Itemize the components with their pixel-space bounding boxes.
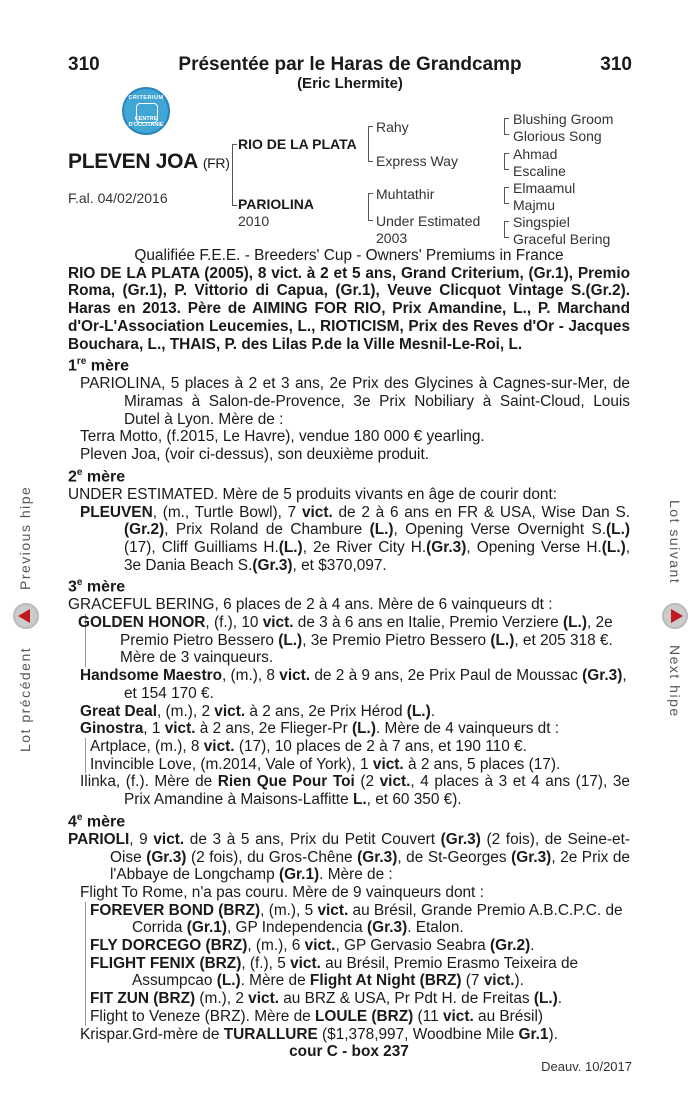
second-dam-paragraph: UNDER ESTIMATED. Mère de 5 produits vivants en âge de courir dont: [68,485,557,503]
produce-entry: PLEUVEN, (m., Turtle Bowl), 7 vict. de 2 à 6 ans en FR & USA, Wise Dan S.(Gr.2), Prix Roland de Chambure (L.), Opening Verse Overnight S.(L.) (17), Cliff Guilliams H.(L.), 2e River City H.(Gr.3), Opening Verse H.(L.), 3e Dania Beach S.(Gr.3), et $370,097. [80,503,631,574]
pedigree-dd: Under Estimated [376,213,481,229]
produce-entry: Ilinka, (f.). Mère de Rien Que Pour Toi (2 vict., 4 places à 3 et 4 ans (17), 3e Prix Amandine à Maisons-Laffitte L., et 60 350 €). [80,773,630,809]
logo-top-text: CRITERIUM [128,95,164,101]
pedigree-dam: PARIOLINA [238,196,314,212]
footer-date: Deauv. 10/2017 [541,1059,632,1074]
heading-fourth-dam: 4e mère [68,811,126,831]
produce-entry: Ginostra, 1 vict. à 2 ans, 2e Flieger-Pr (L.). Mère de 4 vainqueurs dt : [80,720,560,738]
produce-line: Pleven Joa, (voir ci-dessus), son deuxième produit. [80,446,430,464]
third-dam-paragraph: GRACEFUL BERING, 6 places de 2 à 4 ans. Mère de 6 vainqueurs dt : [68,596,553,614]
heading-third-dam: 3e mère [68,577,126,596]
pedigree-dss: Elmaamul [513,180,576,196]
pedigree-dd-year: 2003 [376,230,408,246]
produce-entry: Handsome Maestro, (m.), 8 vict. de 2 à 9 ans, 2e Prix Paul de Moussac (Gr.3), et 154 170 €. [80,667,627,702]
pedigree-ddd: Graceful Bering [513,231,611,247]
logo-bottom-text: CENTRE D'OCCITANIE [128,116,164,128]
produce-entry: GOLDEN HONOR, (f.), 10 vict. de 3 à 6 ans en Italie, Premio Verziere (L.), 2e Premio Pietro Bessero (L.), 3e Premio Pietro Bessero (L.), et 205 318 €. Mère de 3 vainqueurs. [78,614,613,667]
pedigree-dam-year: 2010 [238,213,270,229]
first-dam-paragraph: PARIOLINA, 5 places à 2 et 3 ans, 2e Prix des Glycines à Cagnes-sur-Mer, de Miramas à Salon-de-Provence, 3e Prix Nobiliary à Saint-Cloud, Louis Dutel à Lyon. Mère de : [80,375,630,428]
produce-entry: Flight to Veneze (BRZ). Mère de LOULE (BRZ) (11 vict. au Brésil) [90,1007,544,1025]
pedigree-sd: Express Way [376,153,458,169]
sire-paragraph: RIO DE LA PLATA (2005), 8 vict. à 2 et 5 ans, Grand Criterium, (Gr.1), Premio Roma, (Gr.1), P. Vittorio di Capua, (Gr.1), Veuve Clicquot Vintage S.(Gr.2). Haras en 2013. Père de AIMING FOR RIO, Prix Amandine, L., P. Marchand d'Or-L'Association Leucemies, L., RIOTICISM, Prix des Reves d'Or - Jacques Bouchara, L., THAIS, P. des Lilas P.de la Ville Mesnil-Le-Roi, L. [68,264,630,353]
pedigree-sire: RIO DE LA PLATA [238,136,357,152]
produce-block [85,738,630,773]
fourth-dam-paragraph: PARIOLI, 9 vict. de 3 à 5 ans, Prix du Petit Couvert (Gr.3) (2 fois), de Seine-et-Oise (Gr.3) (2 fois), du Gros-Chêne (Gr.3), de St-Georges (Gr.3), 2e Prix de l'Abbaye de Longchamp (Gr.1). Mère de : [68,830,630,884]
pedigree-dsd: Majmu [513,197,556,213]
pedigree-ds: Muhtathir [376,186,435,202]
criterium-logo [122,87,170,135]
produce-entry: Invincible Love, (m.2014, Vale of York), 1 vict. à 2 ans, 5 places (17). [90,755,561,773]
lot-number-left: 310 [68,54,100,75]
next-lot-button[interactable] [662,603,688,629]
produce-entry: FLIGHT FENIX (BRZ), (f.), 5 vict. au Brésil, Premio Erasmo Teixeira de Assumpcao (L.). Mère de Flight At Night (BRZ) (7 vict.). [90,954,579,990]
produce-block [78,614,630,667]
produce-entry: Flight To Rome, n'a pas couru. Mère de 9 vainqueurs dont : [80,883,484,901]
horse-name: PLEVEN JOA (FR) [68,150,230,173]
horse-dob: F.al. 04/02/2016 [68,190,168,206]
produce-entry: Artplace, (m.), 8 vict. (17), 10 places de 2 à 7 ans, et 190 110 €. [90,737,527,755]
produce-entry: FOREVER BOND (BRZ), (m.), 5 vict. au Brésil, Grande Premio A.B.C.P.C. de Corrida (Gr.1), GP Independencia (Gr.3). Etalon. [90,901,623,937]
previous-lot-button[interactable] [13,603,39,629]
page-subtitle: (Eric Lhermite) [297,75,403,92]
prev-hipe-label: Previous hipe [17,485,33,590]
pedigree-sds: Ahmad [513,146,558,162]
produce-line: Terra Motto, (f.2015, Le Havre), vendue 180 000 € yearling. [80,428,485,446]
pedigree-sss: Blushing Groom [513,111,614,127]
pedigree-ss: Rahy [376,119,409,135]
produce-entry: FIT ZUN (BRZ) (m.), 2 vict. au BRZ & USA, Pr Pdt H. de Freitas (L.). [90,990,563,1008]
catalogue-text [68,247,630,1061]
produce-entry: FLY DORCEGO (BRZ), (m.), 6 vict., GP Gervasio Seabra (Gr.2). [90,937,535,955]
chevron-left-icon [18,609,30,623]
next-hipe-label: Next hipe [667,645,683,718]
produce-entry: Great Deal, (m.), 2 vict. à 2 ans, 2e Prix Hérod (L.). [80,702,435,720]
page-title: Présentée par le Haras de Grandcamp [178,54,522,75]
heading-second-dam: 2e mère [68,466,126,486]
produce-entry: Krispar.Grd-mère de TURALLURE ($1,378,997, Woodbine Mile Gr.1). [80,1025,558,1043]
pedigree-sdd: Escaline [513,163,566,179]
pedigree-dds: Singspiel [513,214,570,230]
prev-lot-label: Lot précédent [17,646,33,752]
chevron-right-icon [671,609,683,623]
pedigree-ssd: Glorious Song [513,128,602,144]
next-lot-label: Lot suivant [667,500,683,585]
heading-first-dam: 1re mère [68,356,130,375]
box-location: cour C - box 237 [289,1043,409,1061]
produce-block [85,902,630,1026]
lot-number-right: 310 [600,54,632,75]
qualification-line: Qualifiée F.E.E. - Breeders' Cup - Owners' Premiums in France [134,247,564,264]
